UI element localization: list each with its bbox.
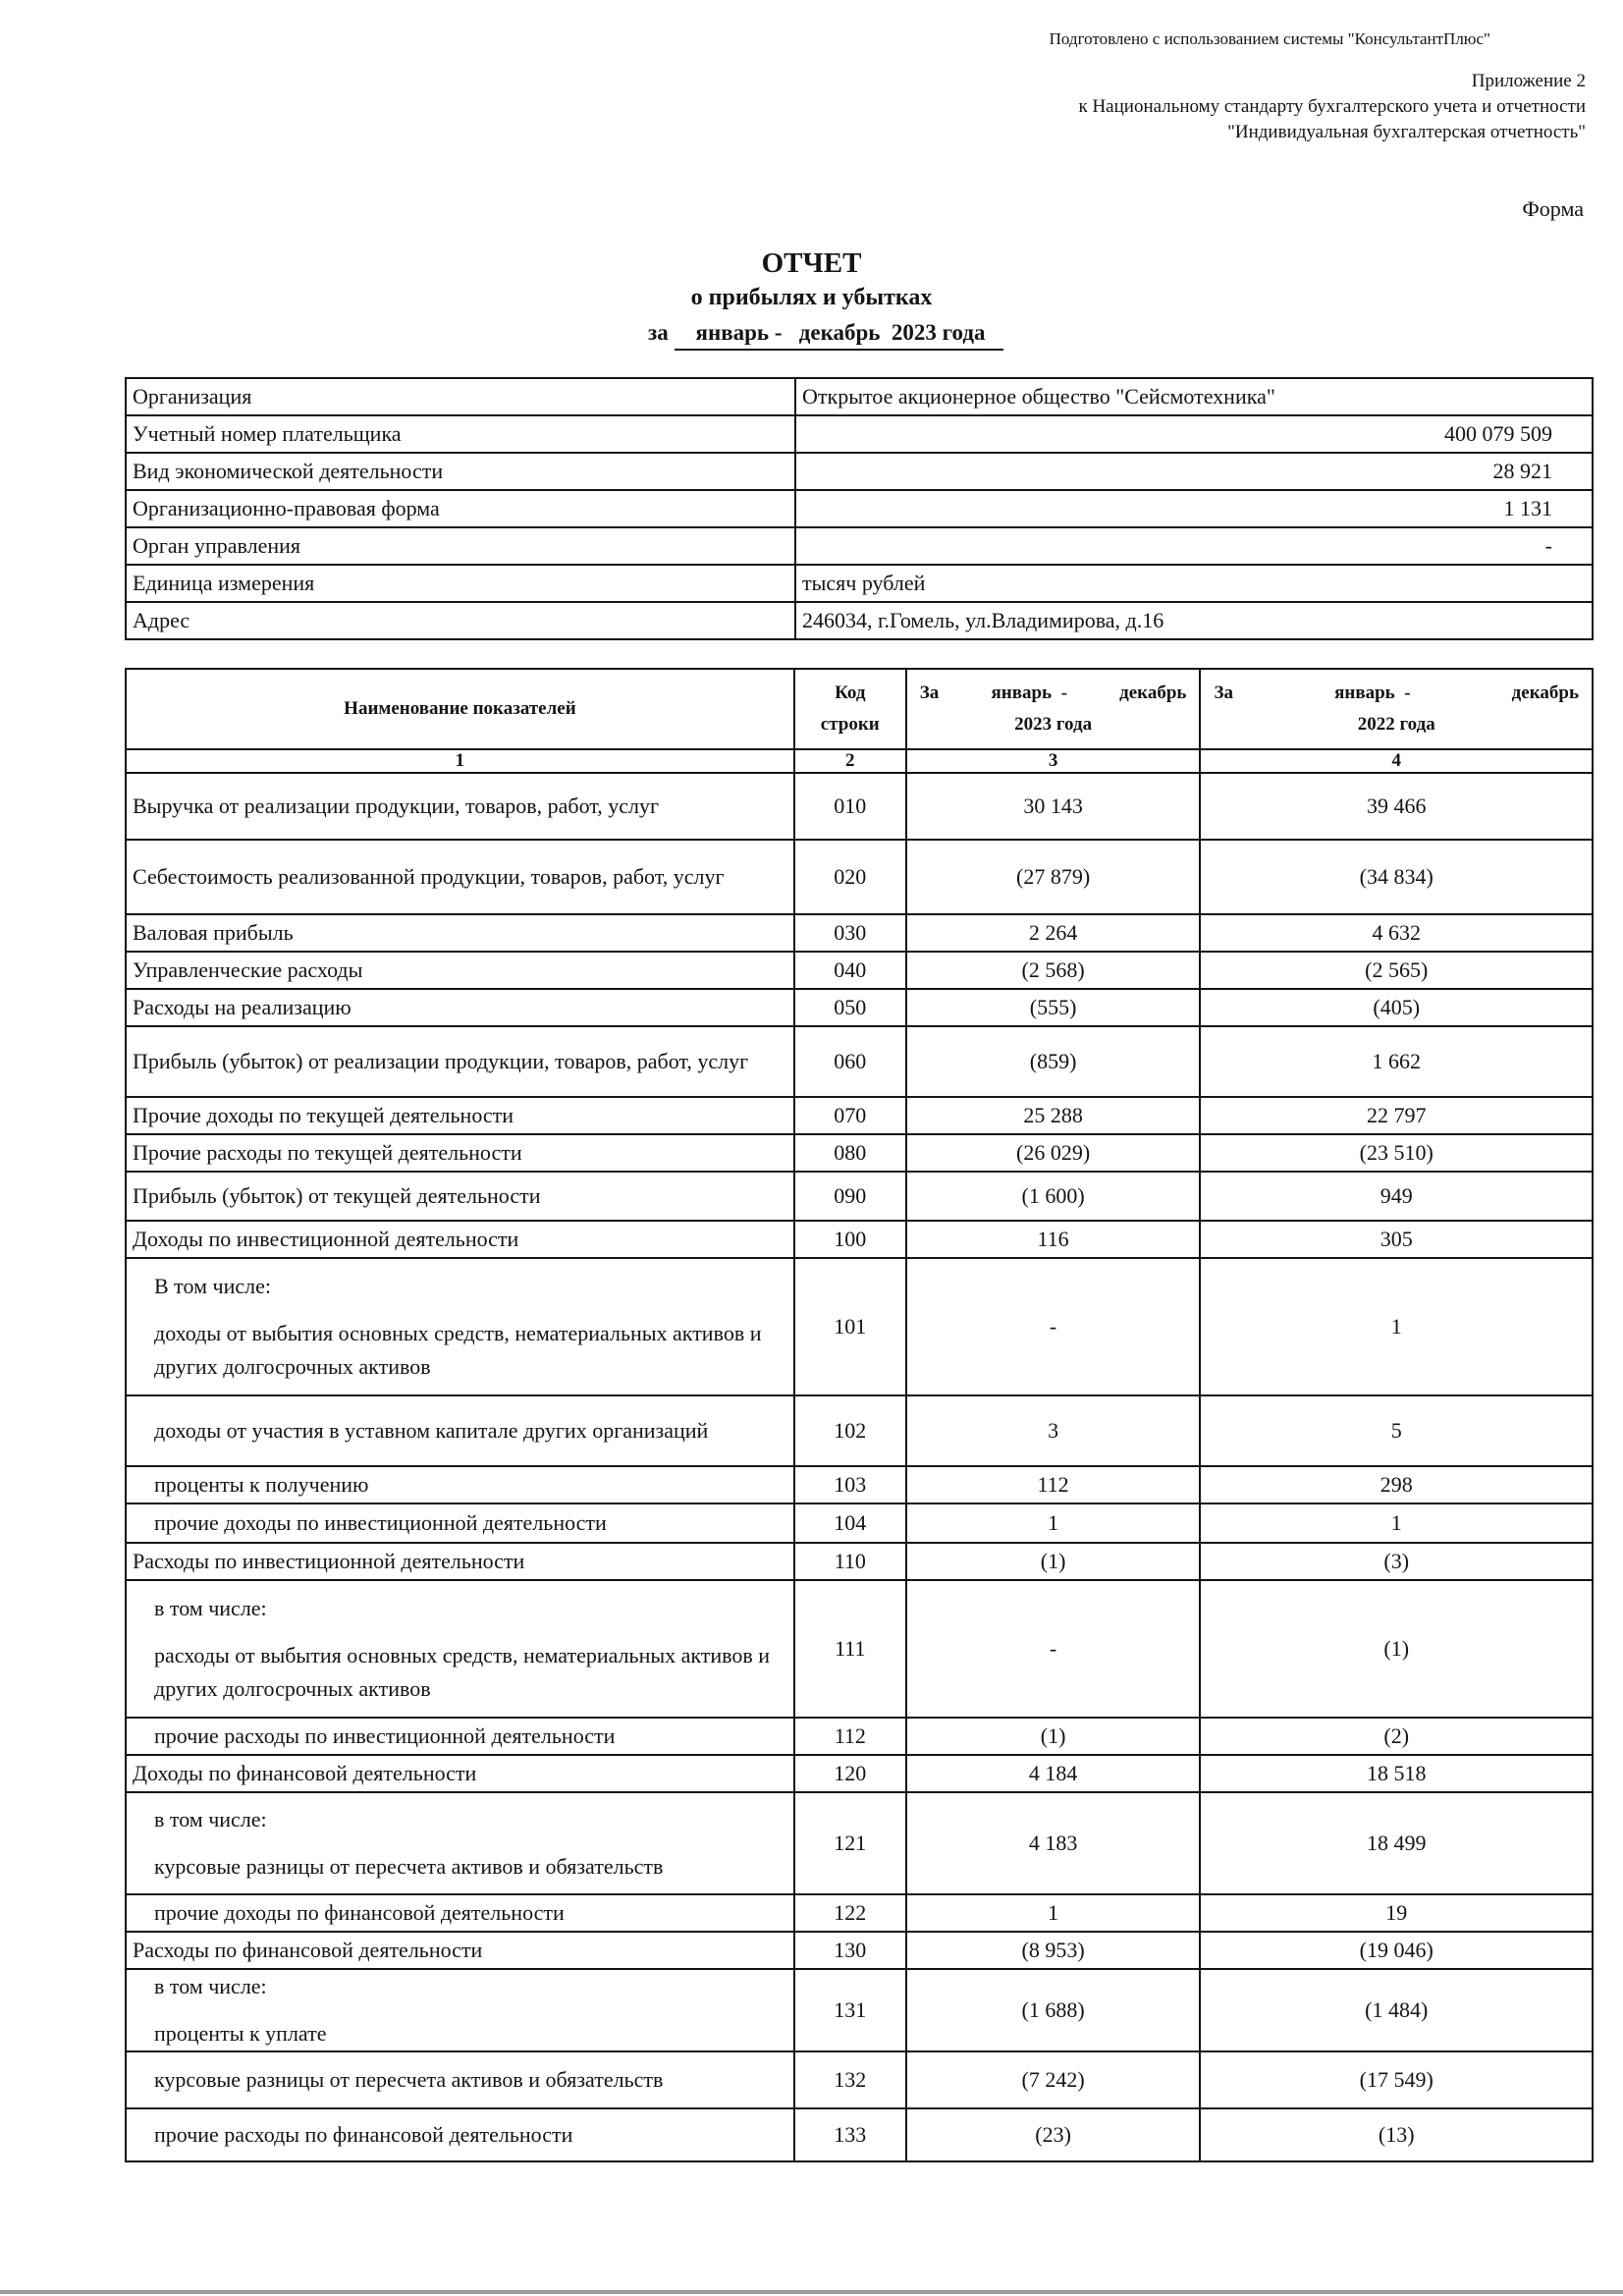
row-code: 090 bbox=[794, 1172, 906, 1221]
row-code: 050 bbox=[794, 989, 906, 1026]
value-2022: 19 bbox=[1200, 1894, 1593, 1932]
header-2022-prefix: За bbox=[1214, 683, 1233, 703]
appendix-line-3: "Индивидуальная бухгалтерская отчетность" bbox=[1227, 122, 1586, 142]
value-2023: (859) bbox=[906, 1026, 1201, 1097]
value-2023: - bbox=[906, 1580, 1201, 1718]
value-2022: (2 565) bbox=[1200, 952, 1593, 989]
table-row bbox=[126, 1969, 1593, 2051]
info-row bbox=[126, 453, 1593, 490]
value-2022: (19 046) bbox=[1200, 1932, 1593, 1969]
header-code-line-1: Код bbox=[835, 683, 866, 703]
appendix-line-2: к Национальному стандарту бухгалтерского учета и отчетности bbox=[1078, 96, 1586, 117]
row-code: 040 bbox=[794, 952, 906, 989]
header-2022-mid: январь - bbox=[1334, 683, 1411, 703]
row-label: доходы от участия в уставном капитале других организаций bbox=[126, 1395, 794, 1466]
profit-loss-table bbox=[125, 668, 1594, 2162]
value-2022: (13) bbox=[1200, 2108, 1593, 2161]
row-code: 133 bbox=[794, 2108, 906, 2161]
info-label: Адрес bbox=[126, 602, 795, 639]
row-label: Прибыль (убыток) от текущей деятельности bbox=[126, 1172, 794, 1221]
row-code: 070 bbox=[794, 1097, 906, 1134]
value-2022: 298 bbox=[1200, 1466, 1593, 1503]
table-row bbox=[126, 1718, 1593, 1755]
row-label: прочие расходы по финансовой деятельности bbox=[126, 2108, 794, 2161]
row-label: Прочие расходы по текущей деятельности bbox=[126, 1134, 794, 1172]
table-row bbox=[126, 1932, 1593, 1969]
header-code bbox=[794, 669, 906, 749]
value-2023: (7 242) bbox=[906, 2051, 1201, 2108]
value-2023: (1 688) bbox=[906, 1969, 1201, 2051]
row-code: 060 bbox=[794, 1026, 906, 1097]
row-label: Управленческие расходы bbox=[126, 952, 794, 989]
value-2023: 2 264 bbox=[906, 914, 1201, 952]
row-label: Расходы на реализацию bbox=[126, 989, 794, 1026]
info-value: 1 131 bbox=[795, 490, 1593, 527]
value-2022: (17 549) bbox=[1200, 2051, 1593, 2108]
appendix-line-1: Приложение 2 bbox=[1471, 71, 1586, 91]
form-label: Форма bbox=[1522, 196, 1584, 221]
row-label: Выручка от реализации продукции, товаров, работ, услуг bbox=[126, 773, 794, 840]
colnum-1: 1 bbox=[126, 749, 794, 773]
row-code: 100 bbox=[794, 1221, 906, 1258]
row-label: Доходы по финансовой деятельности bbox=[126, 1755, 794, 1792]
table-row bbox=[126, 1221, 1593, 1258]
row-label: курсовые разницы от пересчета активов и обязательств bbox=[126, 2051, 794, 2108]
report-title: ОТЧЕТ bbox=[761, 247, 862, 279]
header-name: Наименование показателей bbox=[126, 669, 794, 749]
row-label: прочие доходы по инвестиционной деятельности bbox=[126, 1503, 794, 1543]
row-code: 020 bbox=[794, 840, 906, 914]
info-value: 28 921 bbox=[795, 453, 1593, 490]
table-row bbox=[126, 1792, 1593, 1894]
header-2023-prefix: За bbox=[919, 683, 940, 703]
table-row bbox=[126, 1894, 1593, 1932]
info-row bbox=[126, 602, 1593, 639]
value-2023: (1 600) bbox=[906, 1172, 1201, 1221]
column-number-row bbox=[126, 749, 1593, 773]
value-2022: 305 bbox=[1200, 1221, 1593, 1258]
value-2023: (23) bbox=[906, 2108, 1201, 2161]
row-code: 111 bbox=[794, 1580, 906, 1718]
report-period bbox=[648, 320, 1003, 351]
table-row bbox=[126, 1755, 1593, 1792]
value-2022: 1 662 bbox=[1200, 1026, 1593, 1097]
colnum-2: 2 bbox=[794, 749, 906, 773]
value-2023: (27 879) bbox=[906, 840, 1201, 914]
row-code: 030 bbox=[794, 914, 906, 952]
row-label: Прочие доходы по текущей деятельности bbox=[126, 1097, 794, 1134]
row-code: 121 bbox=[794, 1792, 906, 1894]
header-2022 bbox=[1200, 669, 1593, 749]
value-2022: (2) bbox=[1200, 1718, 1593, 1755]
info-row bbox=[126, 378, 1593, 415]
table-row bbox=[126, 840, 1593, 914]
info-label: Учетный номер плательщика bbox=[126, 415, 795, 453]
row-code: 080 bbox=[794, 1134, 906, 1172]
table-row bbox=[126, 1026, 1593, 1097]
period-text: январь - декабрь 2023 года bbox=[675, 320, 1003, 351]
table-row bbox=[126, 914, 1593, 952]
value-2023: (8 953) bbox=[906, 1932, 1201, 1969]
row-code: 102 bbox=[794, 1395, 906, 1466]
table-row bbox=[126, 2108, 1593, 2161]
value-2023: 1 bbox=[906, 1503, 1201, 1543]
value-2022: 4 632 bbox=[1200, 914, 1593, 952]
scan-edge-line bbox=[0, 2290, 1623, 2294]
period-prefix: за bbox=[648, 320, 669, 345]
row-code: 122 bbox=[794, 1894, 906, 1932]
value-2023: 116 bbox=[906, 1221, 1201, 1258]
header-2022-end: декабрь bbox=[1511, 683, 1579, 703]
info-label: Вид экономической деятельности bbox=[126, 453, 795, 490]
value-2022: 18 518 bbox=[1200, 1755, 1593, 1792]
info-label: Организационно-правовая форма bbox=[126, 490, 795, 527]
header-code-line-2: строки bbox=[820, 714, 880, 735]
value-2022: 1 bbox=[1200, 1258, 1593, 1395]
row-label: Прибыль (убыток) от реализации продукции, товаров, работ, услуг bbox=[126, 1026, 794, 1097]
row-label: в том числе: расходы от выбытия основных средств, нематериальных активов и других долгосрочных активов bbox=[126, 1580, 794, 1718]
row-label: проценты к получению bbox=[126, 1466, 794, 1503]
table-row bbox=[126, 1172, 1593, 1221]
table-row bbox=[126, 2051, 1593, 2108]
appendix-block bbox=[1078, 69, 1586, 145]
row-label: прочие доходы по финансовой деятельности bbox=[126, 1894, 794, 1932]
row-label: В том числе: доходы от выбытия основных средств, нематериальных активов и других долгосрочных активов bbox=[126, 1258, 794, 1395]
table-row bbox=[126, 1580, 1593, 1718]
row-label: в том числе: проценты к уплате bbox=[126, 1969, 794, 2051]
row-code: 131 bbox=[794, 1969, 906, 2051]
value-2023: 25 288 bbox=[906, 1097, 1201, 1134]
value-2023: (2 568) bbox=[906, 952, 1201, 989]
info-row bbox=[126, 565, 1593, 602]
table-header-row bbox=[126, 669, 1593, 749]
row-code: 101 bbox=[794, 1258, 906, 1395]
value-2023: 3 bbox=[906, 1395, 1201, 1466]
table-row bbox=[126, 1466, 1593, 1503]
info-label: Орган управления bbox=[126, 527, 795, 565]
info-value: Открытое акционерное общество "Сейсмотехника" bbox=[795, 378, 1593, 415]
organization-info-table bbox=[125, 377, 1594, 640]
header-2023-mid: январь - bbox=[991, 683, 1067, 703]
row-label: Валовая прибыль bbox=[126, 914, 794, 952]
value-2023: (1) bbox=[906, 1543, 1201, 1580]
value-2023: (1) bbox=[906, 1718, 1201, 1755]
consultant-note: Подготовлено с использованием системы "КонсультантПлюс" bbox=[1049, 29, 1490, 48]
info-row bbox=[126, 490, 1593, 527]
report-subtitle: о прибылях и убытках bbox=[690, 285, 933, 310]
row-code: 112 bbox=[794, 1718, 906, 1755]
info-value: 400 079 509 bbox=[795, 415, 1593, 453]
value-2022: (3) bbox=[1200, 1543, 1593, 1580]
value-2022: 39 466 bbox=[1200, 773, 1593, 840]
value-2022: (34 834) bbox=[1200, 840, 1593, 914]
row-code: 110 bbox=[794, 1543, 906, 1580]
row-code: 103 bbox=[794, 1466, 906, 1503]
info-value: тысяч рублей bbox=[795, 565, 1593, 602]
value-2022: 22 797 bbox=[1200, 1097, 1593, 1134]
value-2023: (555) bbox=[906, 989, 1201, 1026]
value-2023: 30 143 bbox=[906, 773, 1201, 840]
info-row bbox=[126, 415, 1593, 453]
table-row bbox=[126, 773, 1593, 840]
row-code: 120 bbox=[794, 1755, 906, 1792]
row-label: в том числе: курсовые разницы от пересчета активов и обязательств bbox=[126, 1792, 794, 1894]
value-2023: (26 029) bbox=[906, 1134, 1201, 1172]
value-2022: (405) bbox=[1200, 989, 1593, 1026]
table-row bbox=[126, 1258, 1593, 1395]
table-row bbox=[126, 1395, 1593, 1466]
table-row bbox=[126, 952, 1593, 989]
value-2023: 4 183 bbox=[906, 1792, 1201, 1894]
header-2023-end: декабрь bbox=[1119, 683, 1187, 703]
info-label: Единица измерения bbox=[126, 565, 795, 602]
table-row bbox=[126, 989, 1593, 1026]
table-row bbox=[126, 1503, 1593, 1543]
row-label: Расходы по финансовой деятельности bbox=[126, 1932, 794, 1969]
row-code: 104 bbox=[794, 1503, 906, 1543]
colnum-3: 3 bbox=[906, 749, 1201, 773]
row-code: 132 bbox=[794, 2051, 906, 2108]
row-label: Себестоимость реализованной продукции, товаров, работ, услуг bbox=[126, 840, 794, 914]
value-2022: (1 484) bbox=[1200, 1969, 1593, 2051]
info-value: 246034, г.Гомель, ул.Владимирова, д.16 bbox=[795, 602, 1593, 639]
value-2023: - bbox=[906, 1258, 1201, 1395]
value-2022: 18 499 bbox=[1200, 1792, 1593, 1894]
table-row bbox=[126, 1097, 1593, 1134]
value-2023: 1 bbox=[906, 1894, 1201, 1932]
value-2022: 5 bbox=[1200, 1395, 1593, 1466]
value-2022: 949 bbox=[1200, 1172, 1593, 1221]
info-label: Организация bbox=[126, 378, 795, 415]
row-code: 010 bbox=[794, 773, 906, 840]
table-row bbox=[126, 1134, 1593, 1172]
header-2023 bbox=[906, 669, 1201, 749]
row-label: Доходы по инвестиционной деятельности bbox=[126, 1221, 794, 1258]
value-2022: (23 510) bbox=[1200, 1134, 1593, 1172]
info-row bbox=[126, 527, 1593, 565]
value-2023: 4 184 bbox=[906, 1755, 1201, 1792]
row-label: Расходы по инвестиционной деятельности bbox=[126, 1543, 794, 1580]
colnum-4: 4 bbox=[1200, 749, 1593, 773]
row-code: 130 bbox=[794, 1932, 906, 1969]
value-2022: 1 bbox=[1200, 1503, 1593, 1543]
table-row bbox=[126, 1543, 1593, 1580]
value-2023: 112 bbox=[906, 1466, 1201, 1503]
header-2022-year: 2022 года bbox=[1357, 714, 1435, 735]
header-2023-year: 2023 года bbox=[1014, 714, 1093, 735]
row-label: прочие расходы по инвестиционной деятельности bbox=[126, 1718, 794, 1755]
value-2022: (1) bbox=[1200, 1580, 1593, 1718]
info-value: - bbox=[795, 527, 1593, 565]
